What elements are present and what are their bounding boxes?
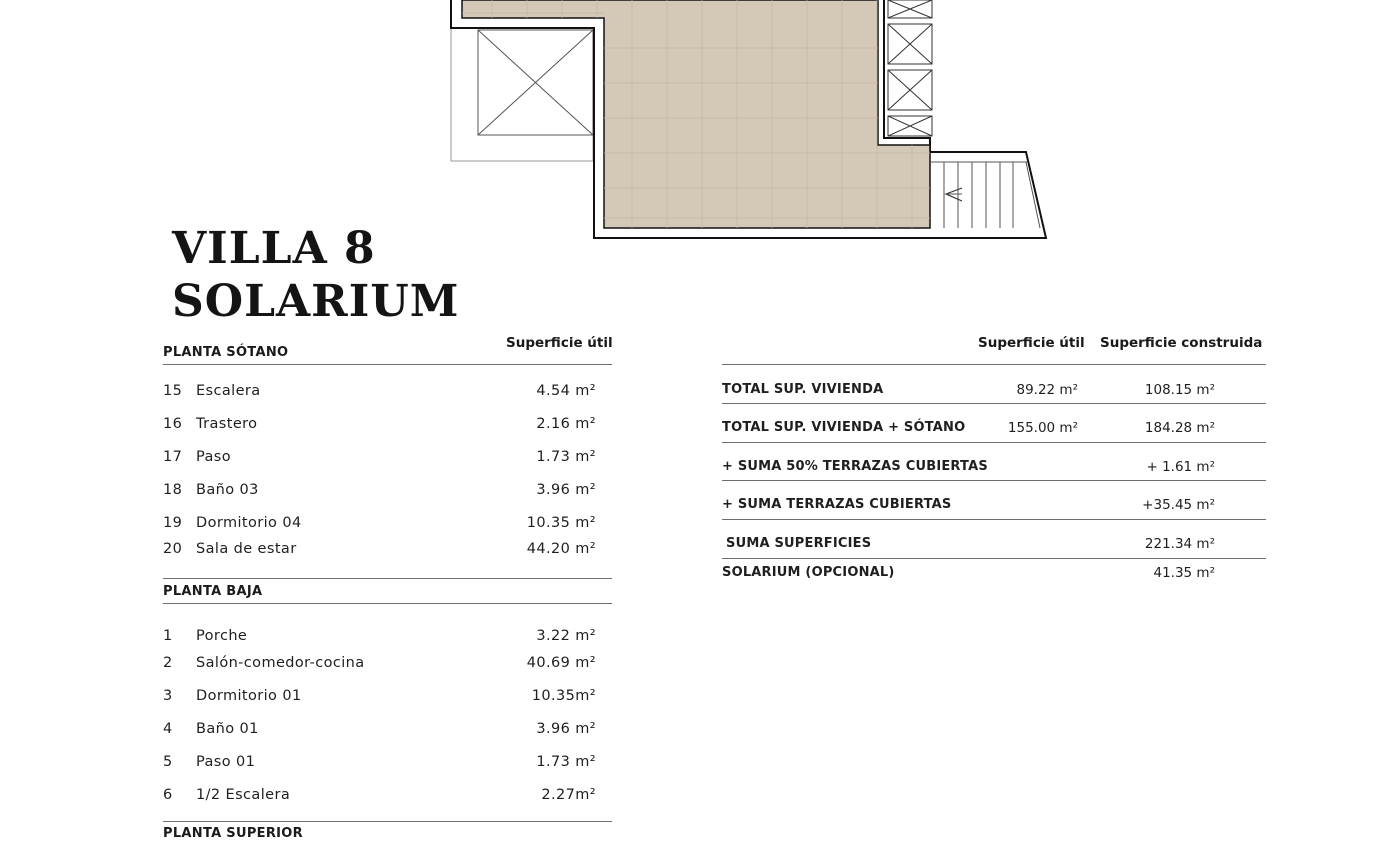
room-area: 3.96 m² (536, 721, 596, 737)
summary-row (722, 382, 1266, 402)
section-title: PLANTA BAJA (163, 584, 263, 599)
table-row (163, 721, 596, 741)
section-title: PLANTA SUPERIOR (163, 826, 303, 841)
summary-label: + SUMA 50% TERRAZAS CUBIERTAS (722, 459, 988, 474)
room-area: 4.54 m² (536, 383, 596, 399)
room-area: 2.16 m² (536, 416, 596, 432)
divider (163, 603, 612, 604)
room-label: Salón-comedor-cocina (196, 655, 365, 671)
summary-util: 155.00 m² (1007, 420, 1078, 436)
table-row (163, 541, 596, 561)
room-number: 3 (163, 688, 173, 704)
table-row (163, 416, 596, 436)
room-number: 18 (163, 482, 183, 498)
table-row (163, 787, 596, 807)
table-row (163, 449, 596, 469)
util-header: Superficie útil (978, 335, 1085, 351)
solarium-floor (462, 0, 930, 228)
summary-label: SOLARIUM (OPCIONAL) (722, 565, 895, 580)
construida-header: Superficie construida (1100, 335, 1263, 351)
room-number: 2 (163, 655, 173, 671)
summary-label: TOTAL SUP. VIVIENDA (722, 382, 884, 397)
summary-label: TOTAL SUP. VIVIENDA + SÓTANO (722, 420, 966, 435)
room-area: 3.96 m² (536, 482, 596, 498)
room-area: 40.69 m² (526, 655, 596, 671)
room-number: 17 (163, 449, 183, 465)
summary-row (722, 497, 1266, 517)
table-row (163, 688, 596, 708)
room-number: 19 (163, 515, 183, 531)
table-row (163, 628, 596, 648)
room-label: Baño 03 (196, 482, 259, 498)
room-area: 10.35 m² (526, 515, 596, 531)
table-row (163, 754, 596, 774)
room-number: 4 (163, 721, 173, 737)
floor-title: SOLARIUM (172, 276, 460, 327)
section-title: PLANTA SÓTANO (163, 345, 289, 360)
divider (722, 480, 1266, 481)
room-area: 3.22 m² (536, 628, 596, 644)
divider (722, 442, 1266, 443)
room-area: 10.35m² (531, 688, 596, 704)
room-label: Sala de estar (196, 541, 297, 557)
divider (163, 364, 612, 365)
room-label: Escalera (196, 383, 261, 399)
summary-label: + SUMA TERRAZAS CUBIERTAS (722, 497, 952, 512)
room-label: Paso (196, 449, 232, 465)
summary-row (722, 565, 1266, 585)
summary-row (722, 459, 1266, 479)
divider (722, 558, 1266, 559)
summary-label: SUMA SUPERFICIES (726, 536, 872, 551)
divider (722, 519, 1266, 520)
room-number: 16 (163, 416, 183, 432)
room-label: Baño 01 (196, 721, 259, 737)
room-number: 15 (163, 383, 183, 399)
window-boxes (888, 0, 932, 136)
divider (722, 364, 1266, 365)
summary-construida: + 1.61 m² (1146, 459, 1215, 475)
table-row (163, 482, 596, 502)
room-label: Dormitorio 01 (196, 688, 302, 704)
summary-construida: 184.28 m² (1144, 420, 1215, 436)
summary-construida: +35.45 m² (1142, 497, 1215, 513)
summary-construida: 221.34 m² (1144, 536, 1215, 552)
summary-row (722, 420, 1266, 440)
room-label: 1/2 Escalera (196, 787, 291, 803)
summary-construida: 41.35 m² (1153, 565, 1215, 581)
divider (163, 821, 612, 822)
summary-util: 89.22 m² (1016, 382, 1078, 398)
summary-row (722, 536, 1266, 556)
divider (163, 578, 612, 579)
skylight-left (451, 28, 593, 161)
room-label: Dormitorio 04 (196, 515, 302, 531)
room-label: Paso 01 (196, 754, 256, 770)
room-area: 1.73 m² (536, 449, 596, 465)
room-number: 5 (163, 754, 173, 770)
room-number: 20 (163, 541, 183, 557)
table-row (163, 515, 596, 535)
divider (722, 403, 1266, 404)
room-area: 2.27m² (541, 787, 596, 803)
villa-title: VILLA 8 (172, 223, 376, 274)
util-header: Superficie útil (506, 335, 613, 351)
room-area: 1.73 m² (536, 754, 596, 770)
room-number: 1 (163, 628, 173, 644)
stairs (930, 162, 1040, 228)
table-row (163, 655, 596, 675)
floor-plan-drawing (0, 0, 1390, 245)
room-area: 44.20 m² (526, 541, 596, 557)
room-number: 6 (163, 787, 173, 803)
table-row (163, 383, 596, 403)
summary-construida: 108.15 m² (1144, 382, 1215, 398)
room-label: Trastero (196, 416, 258, 432)
room-label: Porche (196, 628, 248, 644)
